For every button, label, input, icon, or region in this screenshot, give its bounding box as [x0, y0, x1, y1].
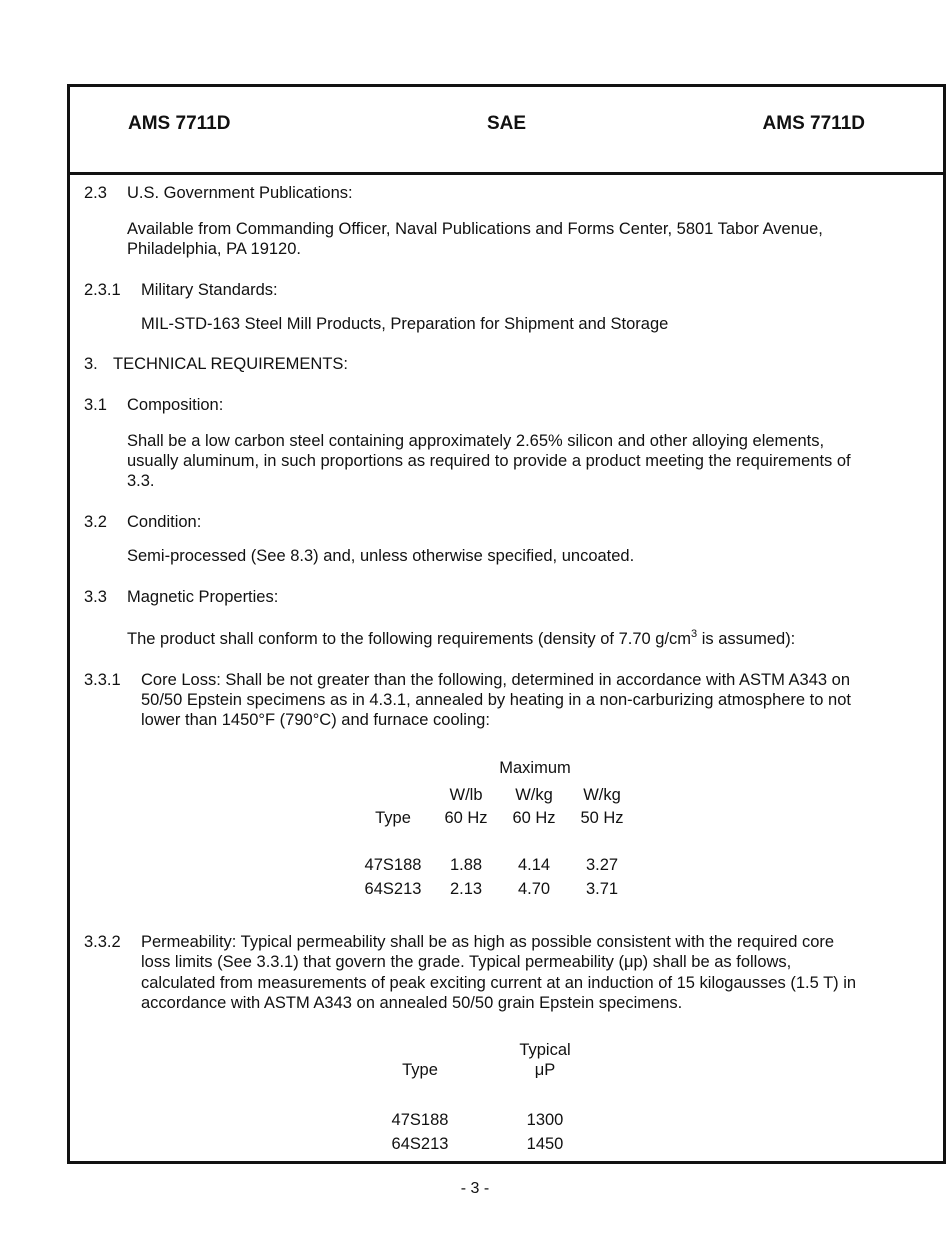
column-frequency: 50 Hz — [580, 809, 624, 827]
column-unit: W/lb — [449, 786, 483, 804]
paragraph-line — [127, 629, 795, 649]
paragraph-line: calculated from measurements of peak exciting current at an induction of 15 kilogausses (1.5 T) in — [141, 974, 857, 992]
cell-value: 3.71 — [585, 880, 619, 898]
paragraph-line: Philadelphia, PA 19120. — [127, 240, 301, 258]
section-number: 3.3 — [84, 588, 107, 606]
page-number: - 3 - — [460, 1180, 490, 1197]
column-frequency: 60 Hz — [512, 809, 556, 827]
paragraph-line: usually aluminum, in such proportions as required to provide a product meeting the requirements of — [127, 452, 851, 470]
cell-type: 47S188 — [391, 1111, 449, 1129]
paragraph-line: loss limits (See 3.3.1) that govern the grade. Typical permeability (μp) shall be as follows, — [141, 953, 792, 971]
cell-type: 64S213 — [391, 1135, 449, 1153]
section-title: Magnetic Properties: — [127, 588, 279, 606]
column-frequency: 60 Hz — [444, 809, 488, 827]
cell-value: 4.70 — [517, 880, 551, 898]
cell-value: 1.88 — [449, 856, 483, 874]
cell-value: 2.13 — [449, 880, 483, 898]
column-header-mu: μP — [534, 1061, 556, 1079]
cell-type: 47S188 — [364, 856, 422, 874]
paragraph-line: Permeability: Typical permeability shall be as high as possible consistent with the required core — [141, 933, 835, 951]
paragraph-line: Available from Commanding Officer, Naval Publications and Forms Center, 5801 Tabor Avenue, — [127, 220, 823, 238]
section-title: TECHNICAL REQUIREMENTS: — [113, 355, 348, 373]
section-number: 2.3 — [84, 184, 107, 202]
cell-type: 64S213 — [364, 880, 422, 898]
section-number: 3.3.2 — [84, 933, 121, 951]
paragraph-line: lower than 1450°F (790°C) and furnace cooling: — [141, 711, 490, 729]
cell-value: 4.14 — [517, 856, 551, 874]
paragraph-line: 50/50 Epstein specimens as in 4.3.1, annealed by heating in a non-carburizing atmosphere to not — [141, 691, 851, 709]
cell-value: 1450 — [526, 1135, 564, 1153]
header-doc-id-left: AMS 7711D — [128, 113, 231, 134]
header-org: SAE — [486, 113, 527, 134]
paragraph-line: accordance with ASTM A343 on annealed 50/50 grain Epstein specimens. — [141, 994, 683, 1012]
document-header — [70, 87, 943, 175]
column-unit: W/kg — [515, 786, 553, 804]
paragraph-line: Core Loss: Shall be not greater than the following, determined in accordance with ASTM A343 on — [141, 671, 851, 689]
column-header-typical: Typical — [519, 1041, 571, 1059]
section-number: 3. — [84, 355, 98, 373]
paragraph-line: Semi-processed (See 8.3) and, unless otherwise specified, uncoated. — [127, 547, 635, 565]
paragraph-line: 3.3. — [127, 472, 155, 490]
column-unit: W/kg — [583, 786, 621, 804]
column-header-type: Type — [402, 1061, 438, 1079]
section-title: Composition: — [127, 396, 224, 414]
header-doc-id-right: AMS 7711D — [762, 113, 865, 134]
section-title: Military Standards: — [141, 281, 278, 299]
cell-value: 3.27 — [585, 856, 619, 874]
section-number: 3.3.1 — [84, 671, 121, 689]
density-superscript: 3 — [691, 628, 698, 640]
standard-item: MIL-STD-163 Steel Mill Products, Preparation for Shipment and Storage — [141, 315, 669, 333]
cell-value: 1300 — [526, 1111, 564, 1129]
section-number: 3.2 — [84, 513, 107, 531]
section-title: U.S. Government Publications: — [127, 184, 353, 202]
density-text-pre: The product shall conform to the following requirements (density of 7.70 g/cm — [127, 630, 692, 648]
column-header-type: Type — [375, 809, 411, 827]
table-group-header: Maximum — [499, 759, 571, 777]
paragraph-line: Shall be a low carbon steel containing approximately 2.65% silicon and other alloying elements, — [127, 432, 825, 450]
section-number: 3.1 — [84, 396, 107, 414]
section-title: Condition: — [127, 513, 202, 531]
section-number: 2.3.1 — [84, 281, 121, 299]
density-text-post: is assumed): — [697, 630, 796, 648]
